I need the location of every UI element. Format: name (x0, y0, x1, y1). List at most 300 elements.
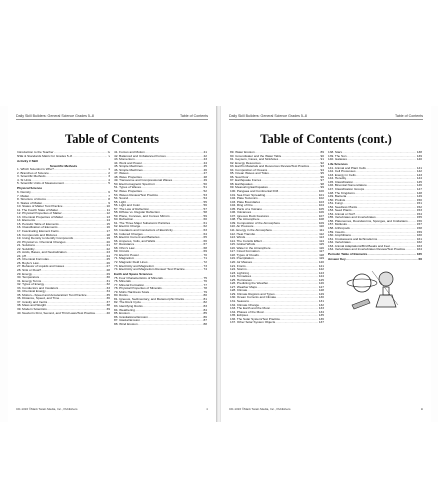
toc-entry-page: 65 (203, 235, 207, 240)
toc-entry-title: 61. The Three Major Subatomic Particles (114, 221, 171, 225)
toc-entry-title: 114. The Coriolis Effect (230, 239, 262, 243)
toc-entry-title: 88. Wind Erosion (114, 322, 138, 326)
toc-entry-title: 46. Simple Machines (114, 168, 143, 172)
toc-entry-page: 148 (416, 190, 422, 195)
toc-entry-title: 23. Acids, Bases, and Neutralization (17, 251, 67, 255)
toc-entry-page: 116 (319, 245, 324, 250)
toc-entry-page: 32 (106, 282, 110, 287)
toc-entry-title: 90. Groundwater and the Water Table (230, 154, 282, 158)
toc-entry-page: 44 (203, 160, 207, 165)
toc-entry-page: 153 (416, 208, 422, 213)
toc-entry-title: 87. Glacial Erosion (114, 319, 140, 323)
page-number: ii (206, 407, 208, 411)
toc-entry-title: 93. Earth's Materials and Resources Review/Test Practice (230, 165, 310, 169)
toc-entry-title: 104. Ring of Fire (230, 204, 253, 208)
toc-entry-page: 21 (106, 243, 110, 248)
toc-entry-page: 86 (203, 314, 207, 319)
toc-entry-title: 97. Earthquake Forces (230, 179, 262, 183)
toc-entry-title: 51. Types of Waves (114, 186, 141, 190)
toc-entry-page: 73 (203, 263, 207, 268)
toc-entry-page: 19 (106, 236, 110, 241)
running-head-right: Table of Contents (395, 114, 423, 118)
toc-entry-page: 103 (318, 199, 324, 204)
toc-entry-title: 48. Wave Properties (114, 175, 142, 179)
toc-entry-page: 142 (416, 169, 422, 174)
toc-entry-page: 133 (318, 306, 324, 311)
toc-entry-page: 134 (318, 309, 324, 314)
toc-entry-page: 126 (318, 281, 324, 286)
toc-entry-title: 1. Which Scientist Is Who? (17, 168, 54, 172)
toc-entry-title: Introduction to the Teacher (17, 151, 54, 154)
toc-entry-title: 124. Tornadoes (230, 275, 252, 279)
toc-entry-title: 151. Fungi (328, 202, 343, 206)
toc-entry-page: 26 (106, 260, 110, 265)
toc-entry-page: 20 (106, 239, 110, 244)
toc-column-1 (17, 151, 110, 326)
toc-entry-title: 59. Plane, Concave, and Convex Mirrors (114, 214, 170, 218)
toc-entry-title: 108. The Atmosphere (230, 218, 260, 222)
running-head-left: Daily Skill Builders: General Science Grades 5–8 (16, 114, 94, 118)
toc-entry-title: 36. Distance, Speed, and Time (17, 297, 60, 301)
toc-entry-page: 67 (203, 242, 207, 247)
toc-entry (328, 248, 422, 252)
toc-entry-title: 58. Diffuse vs. Regular Reflection (114, 211, 160, 215)
toc-entry-page: 100 (318, 189, 324, 194)
toc-entry-title: 40. Newton's First, Second, and Third Laws/Test Practice (17, 311, 96, 315)
toc-entry-page: 66 (203, 238, 207, 243)
toc-entry-title: 92. Energy Resources (230, 161, 261, 165)
toc-entry-title: 83. Identifying Rocks (114, 305, 143, 309)
page-footer (16, 407, 208, 411)
toc-entry-title: 82. The Rock Cycle (114, 301, 141, 305)
toc-entry-title: 11. The Fourth State of Matter (17, 208, 59, 212)
toc-entry-title: 63. Insulators and Conductors of Electricity (114, 229, 173, 233)
toc-entry-page: 117 (319, 249, 324, 254)
toc-entry-title: 115. Global Winds (230, 243, 256, 247)
toc-entry-title: 10. States of Matter Test Practice (17, 205, 63, 209)
toc-entry-page: 124 (318, 274, 324, 279)
toc-entry-page: 101 (318, 192, 324, 197)
toc-entry-title: 28. Sink or Float? (17, 269, 42, 272)
toc-entry-title: 69. Circuits (114, 250, 130, 254)
toc-entry-page: 83 (203, 304, 207, 309)
toc-entry-page: 105 (318, 206, 324, 211)
left-page (8, 106, 217, 422)
toc-entry-title: 13. Chemical Properties of Matter (17, 215, 64, 219)
toc-entry-title: 101. Sea Floor Spreading (230, 193, 266, 197)
toc-entry-title: 70. Electric Power (114, 253, 139, 257)
toc-entry-page: 75 (203, 275, 207, 280)
book-spread (0, 106, 438, 422)
toc-entry-page: 109 (318, 220, 324, 225)
toc-entry-title: 31. Energy Terms (17, 279, 42, 283)
toc-entry-title: 109. Composition of the Atmosphere (230, 221, 281, 225)
toc-entry-page: 88 (203, 321, 207, 326)
toc-entry-title: 74. Electricity and Magnetism Review/ Test Practice (114, 268, 185, 272)
toc-entry-title: 81. Igneous, Sedimentary, and Metamorphic Rocks (114, 297, 185, 301)
toc-entry-page: 3 (108, 174, 110, 179)
toc-entry-page: 58 (203, 210, 207, 215)
toc-entry-title: 39. Modern Scientists (17, 308, 47, 312)
toc-entry-page: 41 (203, 151, 207, 154)
toc-entry-title: 79. Mohs Hardness Scale (114, 290, 150, 294)
toc-entry-page: 145 (416, 179, 422, 184)
toc-entry-page: 144 (416, 176, 422, 181)
toc-entry (114, 268, 207, 272)
toc-entry-title: 134. Phases of the Moon (230, 310, 265, 314)
toc-entry-title: 53. Waves Review/Test Practice (114, 193, 159, 197)
toc-entry-page: 157 (416, 222, 422, 227)
toc-entry-page: 10 (106, 204, 110, 209)
toc-entry-title: 18. Compounds and Mixtures (17, 233, 58, 237)
toc-entry-page: 46 (203, 167, 207, 172)
toc-entry-title: 38. Mass and Weight (17, 304, 47, 308)
toc-entry-page: 59 (203, 213, 207, 218)
toc-entry-page: 4 (108, 177, 110, 182)
toc-column-1 (230, 151, 324, 325)
page-number: iii (421, 407, 423, 411)
toc-entry-title: 71. Magnetism (114, 257, 135, 261)
toc-entry-page: 49 (203, 178, 207, 183)
toc-entry-page: 16 (106, 225, 110, 230)
toc-entry-page: 39 (106, 307, 110, 312)
toc-entry-page: 111 (319, 228, 324, 233)
toc-entry-title: 159. Insects (328, 230, 345, 234)
toc-entry-page: 123 (318, 270, 324, 275)
toc-entry-page: 74 (203, 267, 207, 272)
toc-entry-title: 103. Plate Boundaries (230, 200, 261, 204)
toc-entry-title: 160. Amphibians (328, 234, 351, 238)
toc-entry-page: 53 (203, 192, 207, 197)
toc-entry-page: 37 (106, 299, 110, 304)
toc-entry-page: 139 (416, 153, 422, 158)
toc-entry (17, 312, 110, 316)
toc-entry-title: 98. Earthquakes (230, 182, 253, 186)
toc-entry-title: 113. Winds (230, 236, 246, 240)
toc-entry-title: 91. Geysers, Caves, and Sinkholes (230, 158, 279, 162)
toc-entry-title: 12. Physical Properties of Matter (17, 212, 62, 216)
toc-entry-page: 162 (416, 240, 422, 245)
toc-entry-title: 158. Arthropods (328, 226, 350, 230)
toc-entry-title: 66. Amperes, Volts, and Watts (114, 239, 156, 243)
toc-entry-title: 80. Rocks (114, 294, 128, 298)
toc-entry-page: 35 (106, 292, 110, 297)
toc-entry-page: 147 (416, 186, 422, 191)
toc-entry-page: 25 (106, 257, 110, 262)
toc-entry-page: 43 (203, 157, 207, 162)
toc-entry-title: 94. Composition of Oceans (230, 168, 268, 172)
toc-entry-title: 135. Eclipses (230, 314, 249, 318)
toc-entry-title: 57. The Law of Reflection (114, 207, 150, 211)
toc-entry-page: 122 (318, 267, 324, 272)
toc-entry-page: 38 (106, 303, 110, 308)
toc-entry (17, 182, 110, 186)
toc-entry-title: 62. Electric Charge (114, 225, 141, 229)
toc-entry-page: 96 (320, 174, 324, 179)
toc-entry-title: 112. Heat Transfer (230, 232, 256, 236)
toc-entry-page: 159 (416, 229, 422, 234)
toc-entry-page: 90 (320, 153, 324, 158)
toc-entry-page: 140 (416, 157, 422, 162)
toc-entry-title: 145. Classification (328, 180, 354, 184)
toc-entry-page: 69 (203, 249, 207, 254)
toc-entry-page: 57 (203, 206, 207, 211)
toc-entry-page: 33 (106, 285, 110, 290)
toc-entry-title: 15. Periodic Table of Elements (17, 222, 59, 226)
toc-entry-page: v (108, 153, 110, 158)
toc-entry-title: 139. The Sun (328, 154, 347, 158)
toc-entry-page: 36 (106, 296, 110, 301)
toc-entry-title: 117. Cloud Formation (230, 250, 260, 254)
toc-entry-title: 125. Hurricanes (230, 278, 252, 282)
toc-entry-page: 155 (416, 215, 422, 220)
toc-entry-title: 77. Mineral Formation (114, 283, 145, 287)
toc-entry-page: 82 (203, 300, 207, 305)
toc-entry-title: 130. Ocean Currents and Climate (230, 296, 277, 300)
toc-entry-page: 9 (108, 200, 110, 205)
toc-entry-page: 143 (416, 172, 422, 177)
toc-entry (17, 155, 110, 159)
toc-columns (230, 151, 422, 325)
toc-entry-page: 79 (203, 289, 207, 294)
toc-entry-page: 48 (203, 174, 207, 179)
toc-entry-title: 127. Weather Maps (230, 285, 257, 289)
toc-entry-page: 22 (106, 246, 110, 251)
toc-entry-page: 40 (106, 310, 110, 315)
page-title: Table of Contents (cont.) (260, 132, 392, 146)
toc-entry-title: 60. Refraction (114, 218, 134, 222)
toc-entry-page: 151 (416, 201, 422, 206)
toc-entry-title: 152. Seedless Plants (328, 205, 358, 209)
toc-entry-page: 93 (320, 164, 324, 169)
toc-entry-page: 13 (106, 214, 110, 219)
toc-entry-page: 129 (318, 291, 324, 296)
toc-entry-page: 119 (319, 256, 324, 261)
toc-entry-page: 130 (318, 295, 324, 300)
toc-entry-title: 8. Structure of Atoms (17, 198, 46, 202)
toc-entry-title: 121. Fronts (230, 264, 246, 268)
toc-entry-page: 63 (203, 228, 207, 233)
toc-entry-title: 56. Light and Color (114, 204, 141, 208)
toc-entry-title: 37. Gravity and Inertia (17, 300, 48, 304)
toc-entry-title: 54. Sound (114, 197, 129, 201)
toc-entry-title: 128. Climate (230, 289, 248, 293)
toc-entry-page: 87 (203, 318, 207, 323)
toc-entry-title: 49. Transverse and Compressional Waves (114, 179, 173, 183)
toc-entry-title: 17. Fascinating Element Facts (17, 229, 59, 233)
toc-entry-title: 9. States of Matter (17, 201, 43, 205)
running-head-right: Table of Contents (180, 114, 208, 118)
toc-entry-page: 146 (416, 183, 422, 188)
toc-entry-page: 163 (416, 243, 422, 248)
toc-entry-title: 72. Magnetic Field Lines (114, 260, 148, 264)
toc-entry-page: 89 (320, 151, 324, 154)
toc-entry-title: 14. Elements (17, 219, 36, 223)
toc-entry (230, 321, 324, 325)
toc-entry-page: 15 (106, 221, 110, 226)
toc-entry-page: 114 (319, 238, 324, 243)
toc-entry-page: 17 (106, 228, 110, 233)
toc-entry-title: 119. Precipitation (230, 257, 254, 261)
toc-entry-title: 144. Heredity (328, 177, 347, 181)
running-head (229, 114, 423, 120)
toc-entry-title: 111. Energy in the Atmosphere (230, 229, 273, 233)
toc-entry-page: 149 (416, 194, 422, 199)
toc-entry-page: 135 (318, 313, 324, 318)
toc-entry-title: 141. Animal and Plant Cells (328, 166, 366, 170)
toc-entry-title: 29. Energy (17, 272, 32, 276)
toc-entry-page: 136 (318, 316, 324, 321)
toc-entry-page: 158 (416, 225, 422, 230)
toc-entry-title: 43. Momentum (114, 158, 135, 162)
toc-entry-page: 45 (203, 164, 207, 169)
toc-entry-page: 71 (203, 256, 207, 261)
toc-entry-page: 55 (203, 199, 207, 204)
toc-entry-title: 105. Parts of a Volcano (230, 207, 262, 211)
toc-entry-page: 78 (203, 286, 207, 291)
toc-entry-title: 35. Motion—Speed and Acceleration/ Test Practice (17, 293, 87, 297)
page-footer (229, 407, 423, 411)
toc-entry-page: 68 (203, 245, 207, 250)
toc-entry-page: 60 (203, 217, 207, 222)
toc-entry-page: 50 (203, 181, 207, 186)
toc-entry-page: 150 (416, 197, 422, 202)
toc-entry-title: 142. Cell Processes (328, 170, 356, 174)
toc-entry-title: 164. Vertebrates and Invertebrates Review/Test Practice (328, 248, 406, 252)
toc-entry-title: 50. Electromagnetic Spectrum (114, 182, 156, 186)
toc-entry-title: NSE & Standards Matrix for Grades 5–8 (17, 154, 73, 158)
toc-entry-title: 100. Pangaea and Continental Drift (230, 190, 279, 194)
toc-entry-page: 125 (318, 277, 324, 282)
toc-entry-title: 136. The Solar System/Test Practice (230, 317, 280, 321)
toc-entry-title: 126. Predicting the Weather (230, 282, 269, 286)
toc-entry-title: 32. Types of Energy (17, 283, 45, 287)
toc-entry-page: 141 (416, 165, 422, 170)
toc-column-2 (114, 151, 207, 326)
toc-entry-page: 72 (203, 259, 207, 264)
toc-entry-page: 106 (318, 210, 324, 215)
section-heading: Earth and Space Sciences (114, 272, 153, 277)
toc-entry (328, 158, 422, 162)
toc-entry-page: 95 (320, 171, 324, 176)
toc-entry-page: 161 (416, 236, 422, 241)
toc-entry-title: 147. Classification Groups (328, 187, 365, 191)
toc-entry-page: 54 (203, 196, 207, 201)
running-head (16, 114, 208, 120)
toc-entry-title: 34. Chemical Energy (17, 290, 46, 294)
toc-entry-title: 132. Climate Change (230, 303, 260, 307)
toc-entry-title: 133. The Earth and the Moon (230, 307, 271, 311)
toc-entry-page: 18 (106, 232, 110, 237)
toc-entry-page: 154 (416, 211, 422, 216)
toc-entry-page: 12 (106, 211, 110, 216)
toc-entry-page: 113 (319, 235, 324, 240)
toc-entry-page: 99 (320, 185, 324, 190)
right-page (221, 106, 431, 422)
toc-entry-title: 110. Air Pressure (230, 225, 254, 229)
toc-entry-title: 30. Temperature (17, 276, 40, 280)
toc-entry-title: 149. Bacteria (328, 195, 347, 199)
toc-entry-page: 30 (106, 275, 110, 280)
toc-entry-page: 11 (106, 207, 110, 212)
science-tools-illustration (346, 265, 404, 311)
toc-entry-title: 2. Branches of Science (17, 171, 49, 175)
toc-entry-page: 138 (416, 151, 422, 154)
toc-entry-page: 27 (106, 264, 110, 269)
section-heading: Physical Science (17, 186, 43, 191)
toc-entry-title: 4. SI Units (17, 178, 32, 182)
toc-entry-title: 138. Stars (328, 151, 343, 154)
toc-entry-page: 132 (318, 302, 324, 307)
toc-entry-page: 42 (203, 153, 207, 158)
toc-entry-title: 84. Weathering (114, 308, 135, 312)
toc-entry-title: 155. Vertebrates and Invertebrates (328, 216, 376, 220)
toc-entry-title: 65. Electric Current and Batteries (114, 236, 160, 240)
running-head-left: Daily Skill Builders: General Science Grades 5–8 (229, 114, 307, 118)
toc-entry-title: 68. Ohm's Law (114, 246, 135, 250)
toc-entry-page: 137 (318, 320, 324, 325)
toc-entry-page: 6 (108, 189, 110, 194)
toc-entry-periodic-table: Periodic Table of Elements ..... 165 (328, 253, 422, 257)
toc-entry-title: 148. The Kingdoms (328, 191, 355, 195)
toc-entry-title: 157. Mollusks (328, 223, 347, 227)
toc-entry-page: 91 (320, 157, 324, 162)
toc-entry-title: 146. Binomial Nomenclature (328, 184, 367, 188)
toc-entry-page: 115 (319, 242, 324, 247)
toc-entry-title: 137. Other Solar System Objects (230, 321, 276, 325)
toc-entry-title: 20. Physical vs. Chemical Changes (17, 240, 66, 244)
toc-entry-title: 118. Types of Clouds (230, 253, 259, 257)
toc-entry-title: 52. Wave Properties (114, 190, 142, 194)
toc-entry-title: 120. Air Masses (230, 260, 253, 264)
toc-entry-page: 80 (203, 293, 207, 298)
toc-entry-title: 153. Seed Plants (328, 209, 352, 213)
toc-entry-page: 77 (203, 282, 207, 287)
toc-entry-page: 164 (416, 247, 422, 252)
toc-entry-page: 61 (203, 220, 207, 225)
toc-entry-page: 62 (203, 224, 207, 229)
toc-entry-page: 5 (108, 181, 110, 186)
toc-entry-page: 112 (319, 231, 324, 236)
toc-entry-title: 47. Waves (114, 172, 129, 176)
toc-entry-title: 6. Density (17, 190, 31, 194)
toc-entry-title: 73. Electricity and Magnetism (114, 264, 155, 268)
toc-entry-page: 160 (416, 233, 422, 238)
toc-entry-page: 131 (318, 298, 324, 303)
toc-entry-title: 86. Gravitational Erosion (114, 315, 148, 319)
toc-entry-title: 5. Scientific Units of Measurement (17, 182, 64, 186)
toc-entry (114, 323, 207, 327)
toc-entry-title: 16. Classification of Elements (17, 226, 58, 230)
toc-entry-title: 33. Conductors and Insulators (17, 286, 59, 290)
footer-publisher: CD-1316 ©Mark Twain Media, Inc., Publishers (229, 407, 291, 411)
toc-entry-title: 27. Behavior of Liquids and Gases (17, 265, 65, 269)
toc-entry-title: 64. Induced Charges (114, 232, 143, 236)
toc-entry-title: 76. Minerals (114, 280, 131, 284)
toc-entry-title: 89. Water Erosion (230, 151, 255, 154)
toc-entry-page: 92 (320, 160, 324, 165)
toc-entry-page: 56 (203, 203, 207, 208)
toc-entry-page: 127 (318, 284, 324, 289)
toc-entry-page: iv (107, 151, 110, 154)
toc-entry-page: 107 (318, 213, 324, 218)
toc-entry-page: 102 (318, 196, 324, 201)
toc-entry-page: 29 (106, 271, 110, 276)
toc-entry-title: 143. Energy in Cells (328, 173, 356, 177)
toc-entry-title: 129. Climate Regions and Types (230, 292, 275, 296)
toc-entry-title: 22. Solubility (17, 247, 35, 251)
section-heading: Life Sciences (328, 162, 348, 167)
